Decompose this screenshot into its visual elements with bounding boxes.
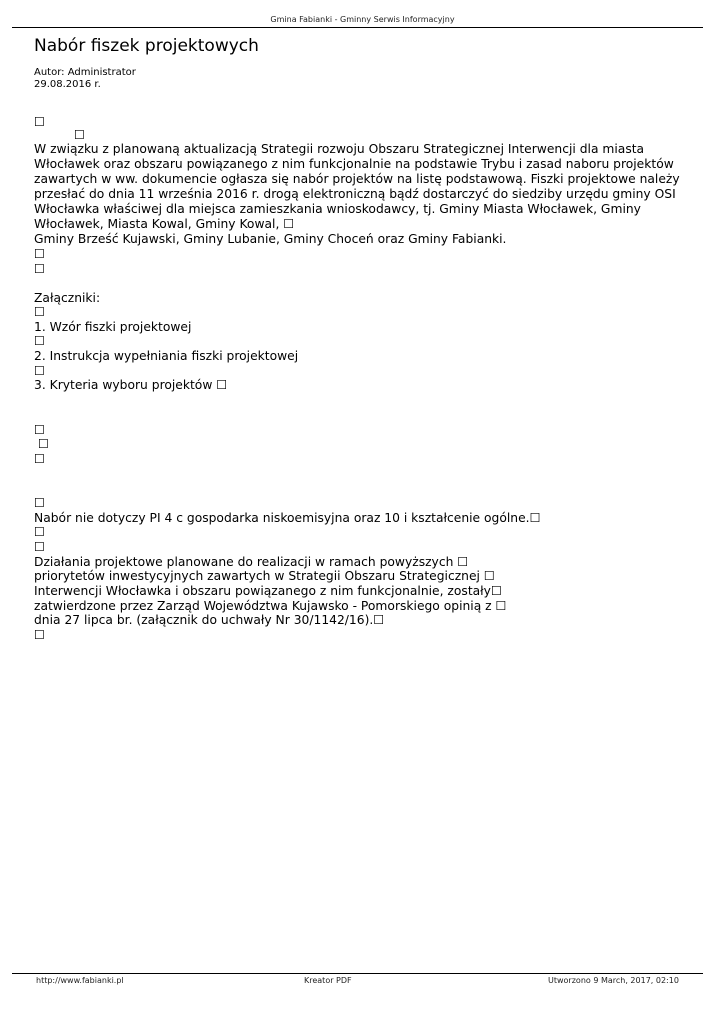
site-header: Gmina Fabianki - Gminny Serwis Informacyjny bbox=[270, 15, 455, 24]
footer-rule bbox=[12, 973, 703, 974]
paragraph-line: Włocławek oraz obszaru powiązanego z nim funkcjonalnie na podstawie Trybu i zasad naboru projektów bbox=[34, 157, 674, 171]
paragraph-line: priorytetów inwestycyjnych zawartych w Strategii Obszaru Strategicznej ☐ bbox=[34, 569, 495, 583]
checkbox-glyph: ☐ bbox=[34, 452, 46, 466]
author: Autor: Administrator bbox=[34, 67, 136, 78]
paragraph-line: Włocławka właściwej dla miejsca zamieszkania wnioskodawcy, tj. Gminy Miasta Włocławek, Gminy bbox=[34, 202, 641, 216]
paragraph-line: Działania projektowe planowane do realizacji w ramach powyższych ☐ bbox=[34, 555, 469, 569]
footer-url[interactable]: http://www.fabianki.pl bbox=[36, 976, 124, 985]
paragraph-line: dnia 27 lipca br. (załącznik do uchwały Nr 30/1142/16).☐ bbox=[34, 613, 385, 627]
checkbox-glyph: ☐ bbox=[34, 496, 46, 510]
checkbox-glyph: ☐ bbox=[34, 423, 46, 437]
checkbox-glyph: ☐ bbox=[38, 437, 50, 451]
note-text: Nabór nie dotyczy PI 4 c gospodarka niskoemisyjna oraz 10 i kształcenie ogólne.☐ bbox=[34, 511, 541, 525]
attachments-label: Załączniki: bbox=[34, 291, 101, 305]
checkbox-glyph: ☐ bbox=[34, 262, 46, 276]
attachment-item: 3. Kryteria wyboru projektów ☐ bbox=[34, 378, 228, 392]
checkbox-glyph: ☐ bbox=[34, 364, 46, 378]
page-title: Nabór fiszek projektowych bbox=[34, 36, 259, 56]
attachment-item: 1. Wzór fiszki projektowej bbox=[34, 320, 192, 334]
checkbox-glyph: ☐ bbox=[34, 305, 46, 319]
paragraph-line: Gminy Brześć Kujawski, Gminy Lubanie, Gminy Choceń oraz Gminy Fabianki. bbox=[34, 232, 507, 246]
paragraph-line: Włocławek, Miasta Kowal, Gminy Kowal, ☐ bbox=[34, 217, 295, 231]
header-rule bbox=[12, 27, 703, 28]
checkbox-glyph: ☐ bbox=[34, 628, 46, 642]
paragraph-line: zawartych w ww. dokumencie ogłasza się nabór projektów na listę podstawową. Fiszki projektowe należy bbox=[34, 172, 680, 186]
checkbox-glyph: ☐ bbox=[34, 334, 46, 348]
paragraph-line: przesłać do dnia 11 września 2016 r. drogą elektroniczną bądź dostarczyć do siedziby urzędu gminy OSI bbox=[34, 187, 676, 201]
paragraph-line: zatwierdzone przez Zarząd Województwa Kujawsko - Pomorskiego opinią z ☐ bbox=[34, 599, 507, 613]
paragraph-line: Interwencji Włocławka i obszaru powiązanego z nim funkcjonalnie, zostały☐ bbox=[34, 584, 502, 598]
checkbox-glyph: ☐ bbox=[34, 540, 46, 554]
checkbox-glyph: ☐ bbox=[74, 128, 86, 142]
footer-generator: Kreator PDF bbox=[304, 976, 352, 985]
footer-created: Utworzono 9 March, 2017, 02:10 bbox=[548, 976, 679, 985]
attachment-item: 2. Instrukcja wypełniania fiszki projektowej bbox=[34, 349, 299, 363]
checkbox-glyph: ☐ bbox=[34, 247, 46, 261]
date: 29.08.2016 r. bbox=[34, 79, 101, 90]
checkbox-glyph: ☐ bbox=[34, 115, 46, 129]
checkbox-glyph: ☐ bbox=[34, 525, 46, 539]
paragraph-line: W związku z planowaną aktualizacją Strategii rozwoju Obszaru Strategicznej Interwencji dla miasta bbox=[34, 142, 645, 156]
